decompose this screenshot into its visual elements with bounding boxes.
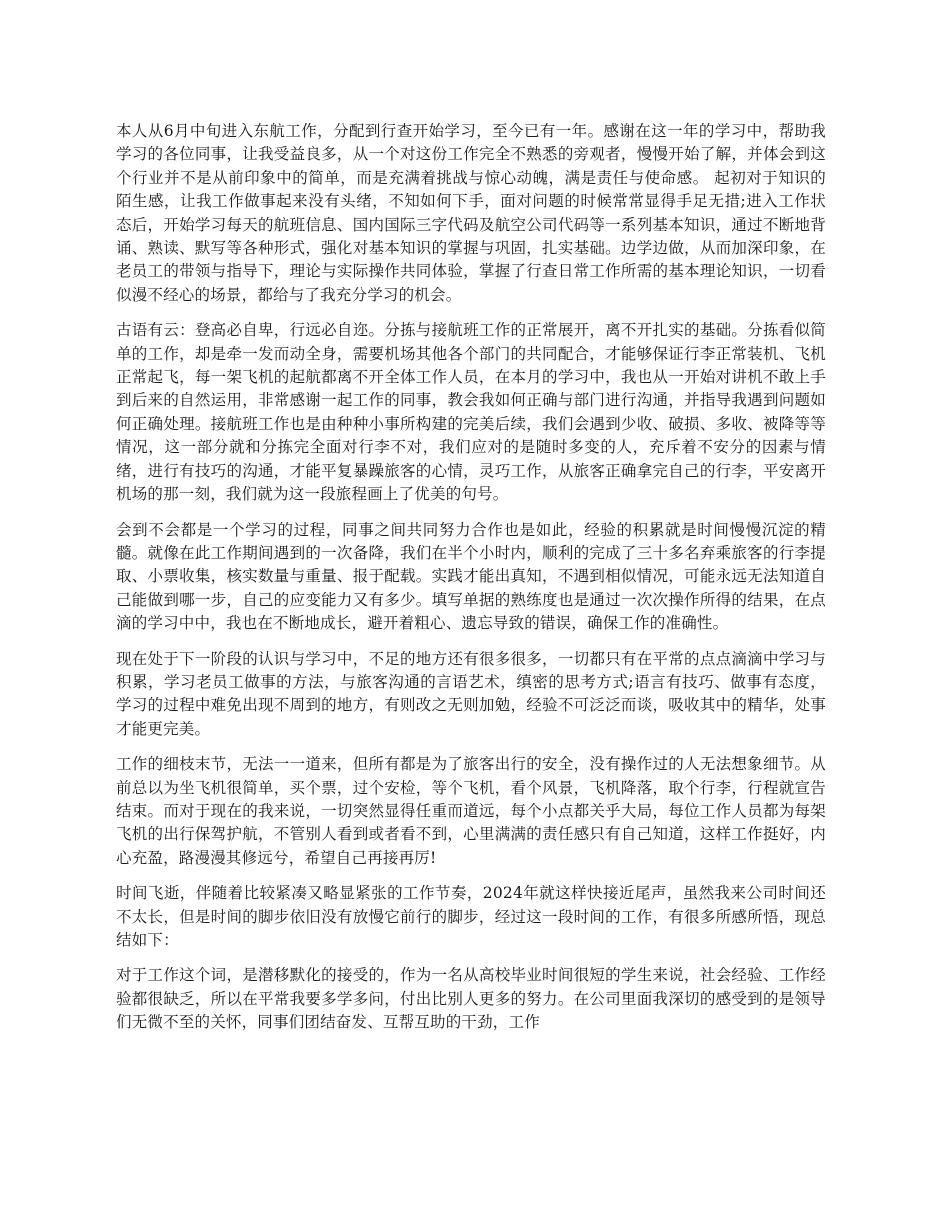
paragraph: 本人从6月中旬进入东航工作，分配到行查开始学习，至今已有一年。感谢在这一年的学习中，帮助我学习的各位同事，让我受益良多，从一个对这份工作完全不熟悉的旁观者，慢慢开始了解，并体会到这个行业并不是从前印象中的简单，而是充满着挑战与惊心动魄，满是责任与使命感。 起初对于知识的陌生感，让我工作做事起来没有头绪，不知如何下手，面对问题的时候常常显得手足无措;进入工作状态后，开始学习每天的航班信息、国内国际三字代码及航空公司代码等一系列基本知识，通过不断地背诵、熟读、默写等各种形式，强化对基本知识的掌握与巩固，扎实基础。边学边做，从而加深印象，在老员工的带领与指导下，理论与实际操作共同体验，掌握了行查日常工作所需的基本理论知识，一切看似漫不经心的场景，都给与了我充分学习的机会。 — [116, 122, 826, 304]
document-body — [116, 120, 826, 1047]
paragraph: 现在处于下一阶段的认识与学习中，不足的地方还有很多很多，一切都只有在平常的点点滴滴中学习与积累，学习老员工做事的方法，与旅客沟通的言语艺术，缜密的思考方式;语言有技巧、做事有态度，学习的过程中难免出现不周到的地方，有则改之无则加勉，经验不可泛泛而谈，吸收其中的精华，处事才能更完美。 — [116, 649, 826, 738]
paragraph: 对于工作这个词，是潜移默化的接受的，作为一名从高校毕业时间很短的学生来说，社会经验、工作经验都很缺乏，所以在平常我要多学多问，付出比别人更多的努力。在公司里面我深切的感受到的是领导们无微不至的关怀，同事们团结奋发、互帮互助的干劲，工作 — [116, 966, 826, 1032]
paragraph: 时间飞逝，伴随着比较紧凑又略显紧张的工作节奏，2024年就这样快接近尾声，虽然我来公司时间还不太长，但是时间的脚步依旧没有放慢它前行的脚步，经过这一段时间的工作，有很多所感所悟，现总结如下： — [116, 884, 826, 949]
paragraph: 工作的细枝末节，无法一一道来，但所有都是为了旅客出行的安全，没有操作过的人无法想象细节。从前总以为坐飞机很简单，买个票，过个安检，等个飞机，看个风景，飞机降落，取个行李，行程就宣告结束。而对于现在的我来说，一切突然显得任重而道远，每个小点都关乎大局，每位工作人员都为每架飞机的出行保驾护航，不管别人看到或者看不到，心里满满的责任感只有自己知道，这样工作挺好，内心充盈，路漫漫其修远兮，希望自己再接再厉! — [116, 755, 826, 867]
paragraph: 会到不会都是一个学习的过程，同事之间共同努力合作也是如此，经验的积累就是时间慢慢沉淀的精髓。就像在此工作期间遇到的一次备降，我们在半个小时内，顺利的完成了三十多名弃乘旅客的行李提取、小票收集，核实数量与重量、报于配载。实践才能出真知，不遇到相似情况，可能永远无法知道自己能做到哪一步，自己的应变能力又有多少。填写单据的熟练度也是通过一次次操作所得的结果，在点滴的学习中中，我也在不断地成长，避开着粗心、遗忘导致的错误，确保工作的准确性。 — [116, 520, 826, 633]
paragraph: 古语有云：登高必自卑，行远必自迩。分拣与接航班工作的正常展开，离不开扎实的基础。分拣看似简单的工作，却是牵一发而动全身，需要机场其他各个部门的共同配合，才能够保证行李正常装机、飞机正常起飞，每一架飞机的起航都离不开全体工作人员，在本月的学习中，我也从一开始对讲机不敢上手到后来的自然运用，非常感谢一起工作的同事，教会我如何正确与部门进行沟通，并指导我遇到问题如何正确处理。接航班工作也是由种种小事所构建的完美后续，我们会遇到少收、破损、多收、被降等等情况，这一部分就和分拣完全面对行李不对，我们应对的是随时多变的人，充斥着不安分的因素与情绪，进行有技巧的沟通，才能平复暴躁旅客的心情，灵巧工作，从旅客正确拿完自己的行李，平安离开机场的那一刻，我们就为这一段旅程画上了优美的句号。 — [116, 321, 826, 504]
